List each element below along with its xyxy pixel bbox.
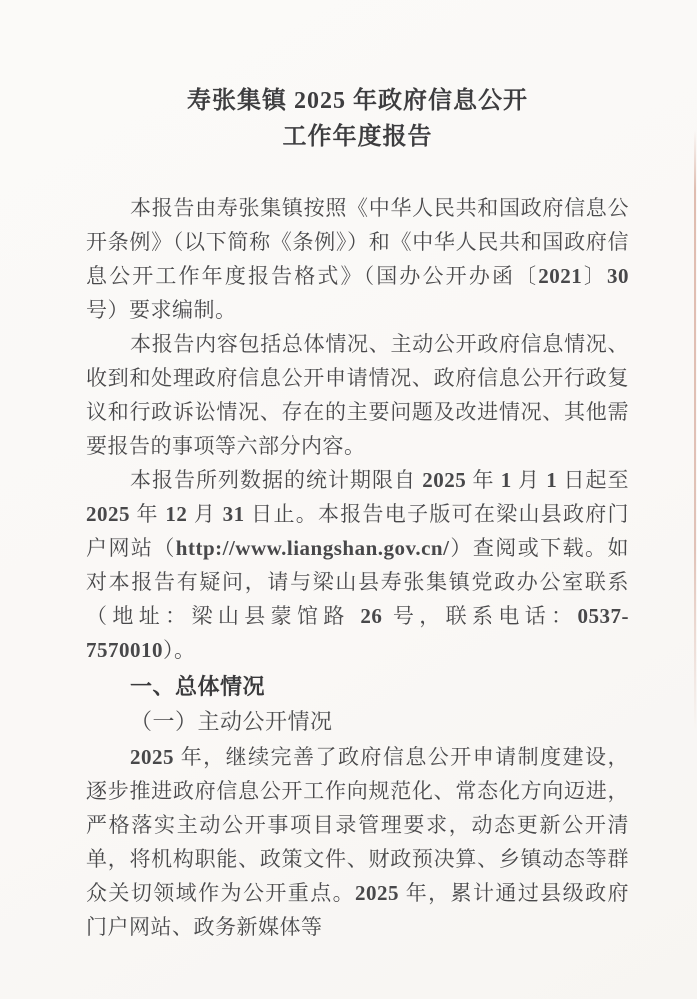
text-segment: 号，联系电话： (382, 604, 578, 628)
text-segment: 年 (130, 502, 166, 526)
report-body (86, 191, 629, 944)
bold-text-segment: 0537-7570010 (86, 604, 630, 662)
bold-text-segment: 1 (546, 468, 558, 492)
report-title-line2: 工作年度报告 (282, 124, 433, 150)
subsection-heading (86, 705, 629, 739)
text-segment: ）。 (163, 638, 196, 662)
text-segment: 本报告所列数据的统计期限自 (130, 468, 423, 492)
bold-text-segment: 2025 (355, 881, 400, 905)
bold-text-segment: 12 (165, 502, 188, 526)
text-segment: 一、总体情况 (130, 674, 266, 699)
bold-text-segment: 2021 (538, 264, 583, 288)
bold-text-segment: http://www.liangshan.gov.cn/ (175, 536, 450, 560)
report-title (86, 83, 629, 155)
text-segment: 〕 (582, 264, 608, 288)
text-segment: 月 (187, 502, 223, 526)
text-segment: 月 (511, 468, 547, 492)
bold-text-segment: 2025 (422, 468, 467, 492)
text-segment: 日止。本报告电子版可在梁山县政府门户网站（ (86, 502, 630, 560)
page-edge-shadow (694, 130, 696, 730)
text-segment: （一）主动公开情况 (130, 709, 333, 734)
text-segment: 本报告内容包括总体情况、主动公开政府信息情况、收到和处理政府信息公开申请情况、政府信息公开行政复议和行政诉讼情况、存在的主要问题及改进情况、其他需要报告的事项等六部分内容。 (86, 332, 629, 458)
text-segment: 年，累计通过县级政府门户网站、政务新媒体等 (86, 881, 630, 939)
text-segment: 日起至 (557, 468, 629, 492)
bold-text-segment: 1 (500, 468, 512, 492)
text-segment: 年，继续完善了政府信息公开申请制度建设，逐步推进政府信息公开工作向规范化、常态化方向迈进，严格落实主动公开事项目录管理要求，动态更新公开清单，将机构职能、政策文件、财政预决算、乡镇动态等群众关切领域作为公开重点。 (86, 745, 629, 905)
body-paragraph (86, 327, 629, 463)
text-segment: 号）要求编制。 (86, 298, 237, 322)
body-paragraph (86, 191, 629, 327)
report-title-line1: 寿张集镇 2025 年政府信息公开 (187, 88, 528, 114)
bold-text-segment: 30 (607, 264, 630, 288)
body-paragraph (86, 463, 629, 667)
text-segment: 本报告由寿张集镇按照《中华人民共和国政府信息公开条例》（以下简称《条例》）和《中华人民共和国政府信息公开工作年度报告格式》（国办公开办函〔 (86, 196, 629, 288)
bold-text-segment: 2025 (86, 502, 130, 526)
bold-text-segment: 2025 (130, 745, 174, 769)
text-segment: ）查阅或下载。如对本报告有疑问，请与梁山县寿张集镇党政办公室联系（地址：梁山县蒙馆路 (86, 536, 629, 628)
bold-text-segment: 26 (360, 604, 383, 628)
bold-text-segment: 31 (222, 502, 245, 526)
body-paragraph (86, 740, 629, 944)
text-segment: 年 (466, 468, 501, 492)
section-heading (86, 670, 629, 704)
annual-report-document (86, 83, 629, 944)
